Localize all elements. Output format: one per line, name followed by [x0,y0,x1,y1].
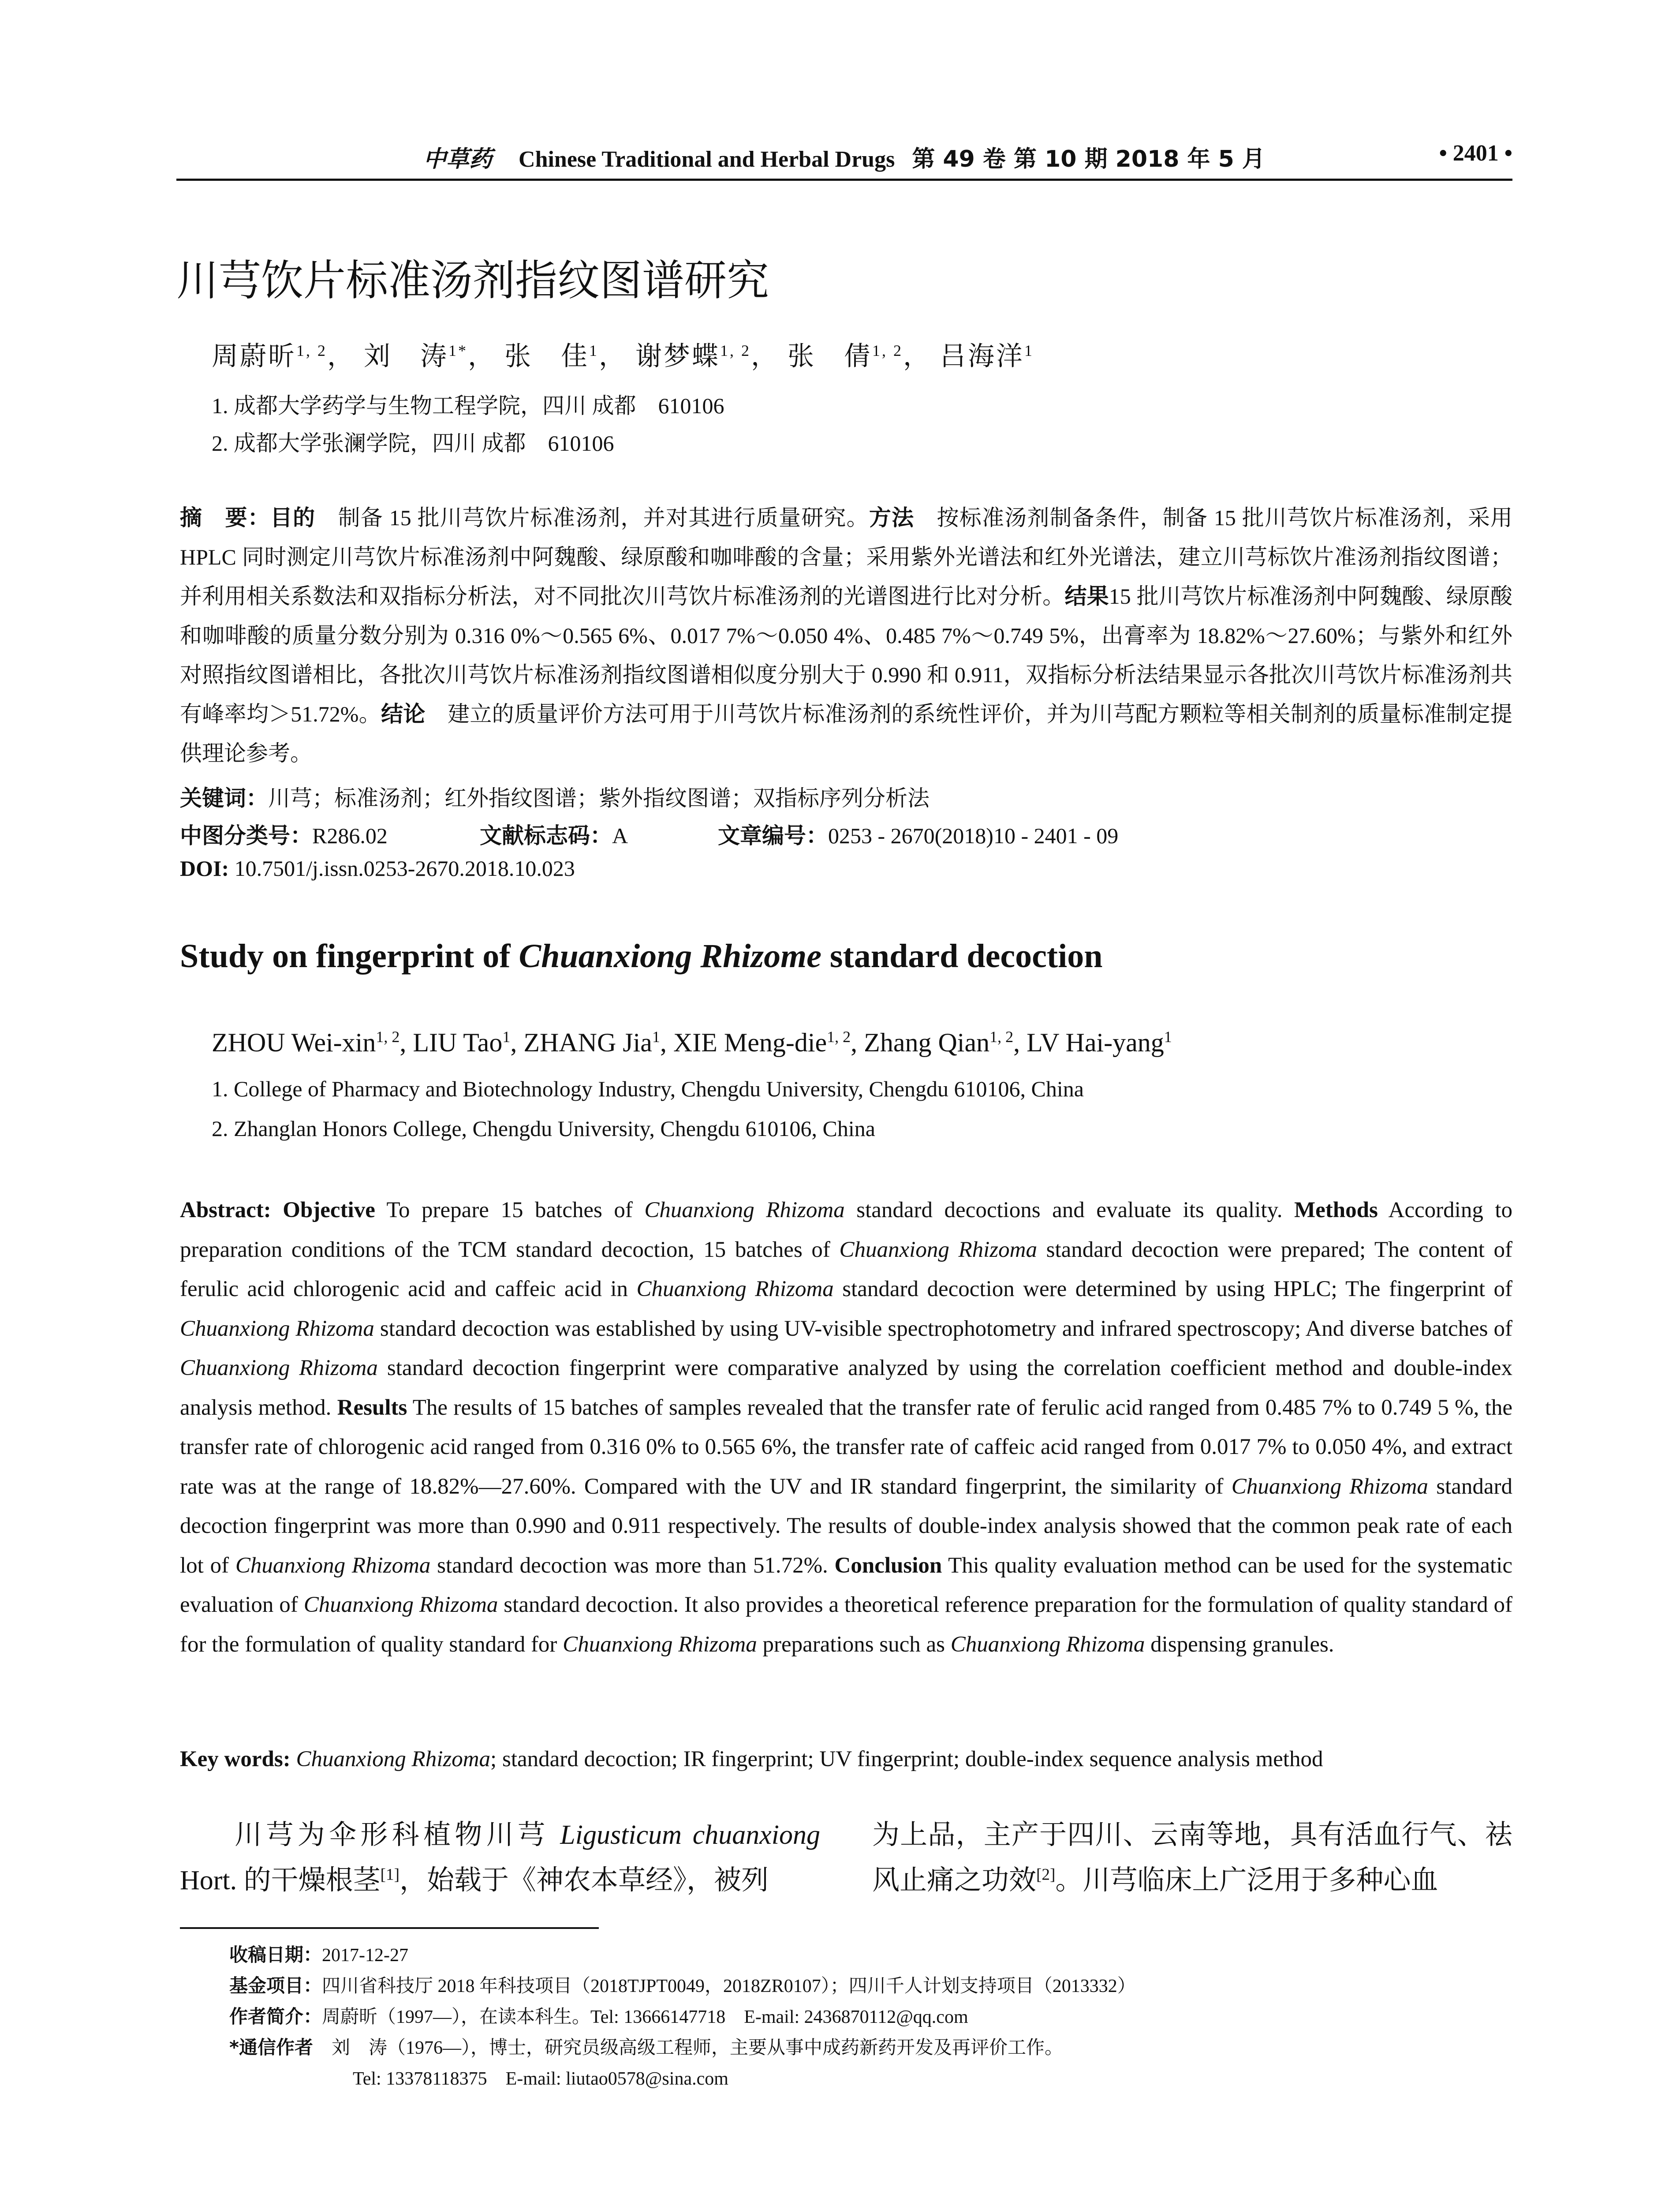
article-number-field [718,818,1118,850]
results-en-text: standard decoction fingerprint was more than 0.990 and 0.911 respectively. The results of double-index analysis showed that the common peak rate of each lot of [180,1474,1512,1578]
title-en [180,937,1103,975]
keywords-en [180,1746,1323,1772]
herb-name: Chuanxiong Rhizoma [644,1198,845,1222]
author-sup: 1 [1164,1028,1172,1046]
page-number: • 2401 • [1439,141,1512,166]
methods-cn: 按标准汤剂制备条件，制备 15 批川芎饮片标准汤剂，采用 HPLC 同时测定川芎饮片标准汤剂中阿魏酸、绿原酸和咖啡酸的含量；采用紫外光谱法和红外光谱法，建立川芎标饮片准汤剂指纹图谱；并利用相关系数法和双指标分析法，对不同批次川芎饮片标准汤剂的光谱图进行比对分析。 [180,505,1513,609]
herb-name: Chuanxiong Rhizoma [839,1237,1037,1262]
abstract-cn [180,498,1512,776]
herb-name: Chuanxiong Rhizoma [303,1592,498,1617]
doi-value[interactable]: 10.7501/j.issn.0253-2670.2018.10.023 [234,856,575,881]
affiliation-cn-1: 1. 成都大学药学与生物工程学院，四川 成都 610106 [212,393,724,418]
author-sup: 1 [502,1028,511,1046]
body-text: 为上品，主产于四川、云南等地，具有活血行气、祛风止痛之功效 [872,1820,1512,1895]
author-cn: 刘 涛 [364,342,448,371]
herb-name: Chuanxiong Rhizoma [1231,1474,1428,1499]
author-cn: 张 倩 [788,342,872,371]
running-header [176,140,1512,176]
footnote-text: 周蔚昕（1997—），在读本科生。Tel: 13666147718 E-mail: 2436870112@qq.com [322,2007,968,2027]
author-en: ZHANG Jia [523,1028,652,1057]
footnote-label: 收稿日期： [229,1944,322,1966]
abstract-en [180,1191,1512,1664]
methods-en-text: standard decoction were determined by using HPLC; The fingerprint of [833,1277,1512,1301]
herb-name: Chuanxiong Rhizoma [180,1356,378,1380]
abstract-en-label: Abstract: [180,1198,271,1222]
journal-logo-cn: 中草药 [423,146,493,172]
authors-en: ZHOU Wei-xin$^{1, 2}$, LIU Tao$^1$, ZHANG Jia$^1$, XIE Meng-die$^{1, 2}$, Zhang Qian$^{1, 2}$, LV Hai-yang$^1$ [212,1028,1172,1057]
title-cn: 川芎饮片标准汤剂指纹图谱研究 [176,256,769,305]
citation-ref[interactable]: [2] [1036,1865,1056,1884]
author-en: LIU Tao [413,1028,503,1057]
affiliation-cn-2: 2. 成都大学张澜学院，四川 成都 610106 [212,431,614,456]
doi-line [180,856,575,881]
conclusion-cn: 建立的质量评价方法可用于川芎饮片标准汤剂的系统性评价，并为川芎配方颗粒等相关制剂的质量标准制定提供理论参考。 [180,702,1512,766]
keywords-en-rest: ; standard decoction; IR fingerprint; UV fingerprint; double-index sequence analysis method [490,1747,1323,1771]
author-sup: 1* [448,342,468,359]
footnote-label: 基金项目： [229,1975,322,1996]
article-number-value: 0253 - 2670(2018)10 - 2401 - 09 [828,823,1119,848]
author-cn: 周蔚昕 [212,342,296,371]
footnote-text: 2017-12-27 [322,1945,408,1966]
keywords-cn-text: 川芎；标准汤剂；红外指纹图谱；紫外指纹图谱；双指标序列分析法 [268,786,930,811]
methods-en-text: standard decoction were prepared; The content of ferulic acid chlorogenic acid and caffeic acid in [180,1237,1512,1301]
author-sup: 1, 2 [872,342,903,359]
keywords-cn-label: 关键词： [180,785,268,811]
keywords-en-herb: Chuanxiong Rhizoma [296,1747,491,1771]
footnote-text: 四川省科技厅 2018 年科技项目（2018TJPT0049，2018ZR0107）；四川千人计划支持项目（2013332） [322,1976,1136,1996]
results-cn: 15 批川芎饮片标准汤剂中阿魏酸、绿原酸和咖啡酸的质量分数分别为 0.316 0%～0.565 6%、0.017 7%～0.050 4%、0.485 7%～0.749 5%，出膏率为 18.82%～27.60%；与紫外和红外对照指纹图谱相比，各批次川芎饮片标准汤剂指纹图谱相似度分别大于 0.990 和 0.911，双指标分析法结果显示各批次川芎饮片标准汤剂共有峰率均＞51.72%。 [180,584,1513,726]
conclusion-label-cn: 结论 [381,701,426,727]
classification-row [180,818,1118,850]
results-label-cn: 结果 [1064,583,1109,609]
body-column-right [872,1813,1512,1903]
author-cn: 张 佳 [504,342,589,371]
footnote-author [229,2002,968,2029]
author-en: ZHOU Wei-xin [212,1028,376,1057]
author-en: LV Hai-yang [1027,1028,1164,1057]
title-en-herb: Chuanxiong Rhizome [519,938,821,975]
herb-name: Chuanxiong Rhizoma [950,1632,1145,1657]
citation-ref[interactable]: [1] [380,1865,400,1884]
footnote-contact: Tel: 13378118375 E-mail: liutao0578@sina.com [353,2069,728,2089]
authors-cn: 周蔚昕$^{1, 2}$， 刘 涛$^{1*}$， 张 佳$^1$， 谢梦蝶$^{1, 2}$， 张 倩$^{1, 2}$， 吕海洋$^1$ [212,342,1034,371]
author-sup: 1, 2 [376,1028,400,1046]
header-rule [176,179,1512,181]
results-label-en: Results [337,1395,407,1420]
clc-label: 中图分类号： [180,823,312,848]
methods-en-text: standard decoction was established by using UV-visible spectrophotometry and infrared spectroscopy; And diverse batches of [374,1316,1513,1341]
objective-label-cn: 目的 [270,505,316,531]
clc-field [180,818,480,850]
author-sup: 1 [589,342,599,359]
body-text: Hort. 的干燥根茎 [180,1865,381,1895]
herb-name: Chuanxiong Rhizoma [180,1316,374,1341]
conclusion-label-en: Conclusion [834,1553,942,1578]
methods-en-text: standard decoction fingerprint were comparative analyzed by using the correlation coefficient method and double-index analysis method. [180,1356,1512,1420]
species-name: Ligusticum chuanxiong [560,1820,820,1850]
methods-en-text: According to preparation conditions of the TCM standard decoction, 15 batches of [180,1198,1512,1262]
results-en-text: The results of 15 batches of samples revealed that the transfer rate of ferulic acid ranged from 0.485 7% to 0.749 5 %, the transfer rate of chlorogenic acid ranged from 0.316 0% to 0.565 6%, the transfer rate of caffeic acid ranged from 0.017 7% to 0.050 4%, and extract rate was at the range of 18.82%—27.60%. Compared with the UV and IR standard fingerprint, the similarity of [180,1395,1512,1499]
body-text: ，始载于《神农本草经》，被列 [399,1865,769,1895]
doc-code-value: A [612,823,628,848]
journal-name-en: Chinese Traditional and Herbal Drugs [519,147,895,172]
footnote-fund [229,1971,1136,1998]
affiliation-en-1: 1. College of Pharmacy and Biotechnology Industry, Chengdu University, Chengdu 610106, China [212,1076,1084,1101]
title-en-pre: Study on fingerprint of [180,938,519,975]
keywords-cn [180,781,930,812]
author-sup: 1, 2 [296,342,327,359]
author-cn: 吕海洋 [940,342,1024,371]
conclusion-en-text: dispensing granules. [1145,1632,1334,1657]
author-sup: 1 [1024,342,1034,359]
objective-cn: 制备 15 批川芎饮片标准汤剂，并对其进行质量研究。 [315,505,869,530]
title-en-post: standard decoction [821,938,1103,975]
affiliation-en-2: 2. Zhanglan Honors College, Chengdu University, Chengdu 610106, China [212,1116,875,1141]
author-sup: 1, 2 [989,1028,1014,1046]
article-number-label: 文章编号： [718,823,828,848]
body-column-left [180,1813,820,1903]
methods-label-en: Methods [1294,1198,1378,1222]
objective-en-text: standard decoctions and evaluate its quality. [844,1198,1295,1222]
footnote-label: *通信作者 [229,2037,313,2058]
doc-code-label: 文献标志码： [480,823,612,848]
footnote-label: 作者简介： [229,2006,322,2027]
author-sup: 1, 2 [827,1028,851,1046]
footnote-text: 刘 涛（1976—），博士，研究员级高级工程师，主要从事中成药新药开发及再评价工作。 [313,2038,1063,2058]
body-text: 川芎为伞形科植物川芎 [235,1820,560,1850]
author-en: Zhang Qian [864,1028,990,1057]
conclusion-en-text: This quality evaluation method can be used for the systematic evaluation of [180,1553,1512,1617]
footnote-corresponding [229,2033,1063,2059]
author-cn: 谢梦蝶 [635,342,720,371]
author-sup: 1 [652,1028,660,1046]
objective-label-en: Objective [283,1198,375,1222]
doi-label: DOI: [180,856,229,881]
objective-en-text: To prepare 15 batches of [375,1198,645,1222]
journal-line [423,140,1265,173]
author-en: XIE Meng-die [673,1028,827,1057]
abstract-cn-label: 摘 要： [180,505,270,531]
conclusion-en-text: preparations such as [757,1632,951,1657]
herb-name: Chuanxiong Rhizoma [563,1632,757,1657]
methods-label-cn: 方法 [869,505,915,531]
body-text: 。川芎临床上广泛用于多种心血 [1055,1865,1438,1895]
keywords-en-label: Key words: [180,1747,291,1771]
issue-info: 第 49 卷 第 10 期 2018 年 5 月 [912,146,1265,172]
author-sup: 1, 2 [720,342,751,359]
herb-name: Chuanxiong Rhizoma [235,1553,431,1578]
footnote-rule [180,1927,599,1929]
results-en-text: standard decoction was more than 51.72%. [430,1553,835,1578]
conclusion-en-text: standard decoction. It also provides a theoretical reference preparation for the formulation of quality standard of for the formulation of quality standard for [180,1592,1512,1657]
doc-code-field [480,818,718,850]
footnote-received [229,1940,408,1967]
herb-name: Chuanxiong Rhizoma [636,1277,834,1301]
clc-value: R286.02 [312,823,388,848]
